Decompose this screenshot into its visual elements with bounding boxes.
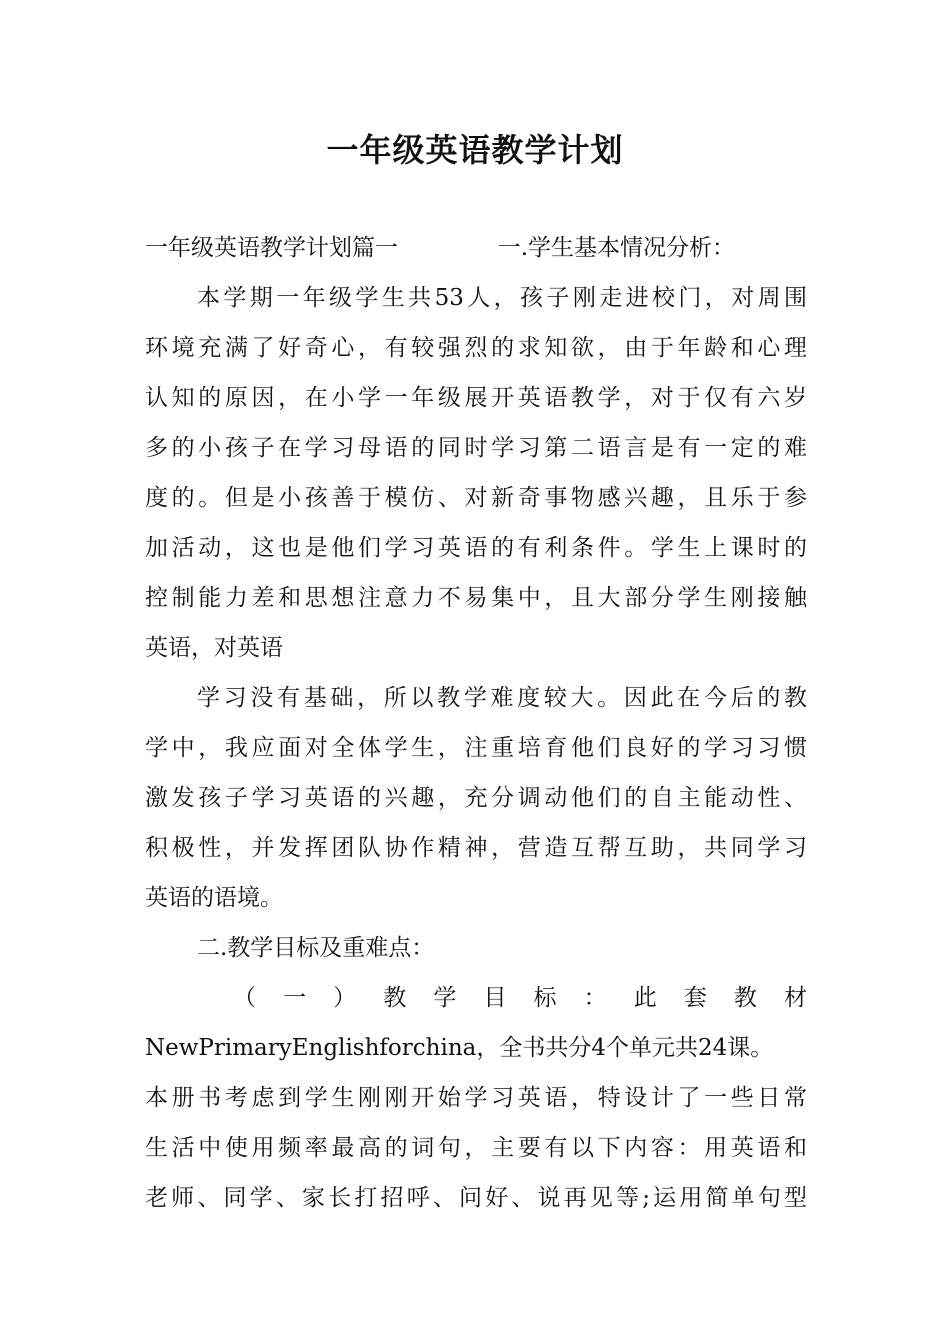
paragraph-line: 激发孩子学习英语的兴趣，充分调动他们的自主能动性、	[145, 785, 807, 811]
paragraph-line: 学中，我应面对全体学生，注重培育他们良好的学习习惯	[145, 735, 807, 761]
document-title: 一年级英语教学计划	[326, 131, 624, 169]
paragraph-line: 多的小孩子在学习母语的同时学习第二语言是有一定的难	[145, 435, 807, 461]
subsection-heading: （一）教学目标：此套教材	[233, 985, 807, 1011]
section-heading-2: 二.教学目标及重难点：	[197, 935, 435, 961]
paragraph-line: 积极性，并发挥团队协作精神，营造互帮互助，共同学习	[145, 835, 807, 861]
paragraph-line: NewPrimaryEnglishforchina，全书共分4个单元共24课。	[145, 1035, 774, 1061]
section-heading-1: 一.学生基本情况分析：	[497, 235, 735, 261]
paragraph-line: 英语的语境。	[145, 885, 283, 911]
paragraph-line: 认知的原因，在小学一年级展开英语教学，对于仅有六岁	[145, 385, 807, 411]
paragraph-line: 度的。但是小孩善于模仿、对新奇事物感兴趣，且乐于参	[145, 485, 807, 511]
paragraph-line: 本学期一年级学生共53人，孩子刚走进校门，对周围	[197, 285, 807, 311]
paragraph-line: 英语，对英语	[145, 635, 283, 661]
paragraph-line: 学习没有基础，所以教学难度较大。因此在今后的教	[197, 685, 807, 711]
paragraph-line: 控制能力差和思想注意力不易集中，且大部分学生刚接触	[145, 585, 807, 611]
paragraph-line: 老师、同学、家长打招呼、问好、说再见等;运用简单句型	[145, 1185, 807, 1211]
paragraph-line: 生活中使用频率最高的词句，主要有以下内容：用英语和	[145, 1135, 807, 1161]
paragraph-line: 加活动，这也是他们学习英语的有利条件。学生上课时的	[145, 535, 807, 561]
document-subtitle: 一年级英语教学计划篇一	[145, 235, 398, 261]
section-heading-row	[145, 223, 735, 273]
paragraph-line: 本册书考虑到学生刚刚开始学习英语，特设计了一些日常	[145, 1085, 807, 1111]
paragraph-line: 环境充满了好奇心，有较强烈的求知欲，由于年龄和心理	[145, 335, 807, 361]
document-body	[145, 223, 807, 1223]
